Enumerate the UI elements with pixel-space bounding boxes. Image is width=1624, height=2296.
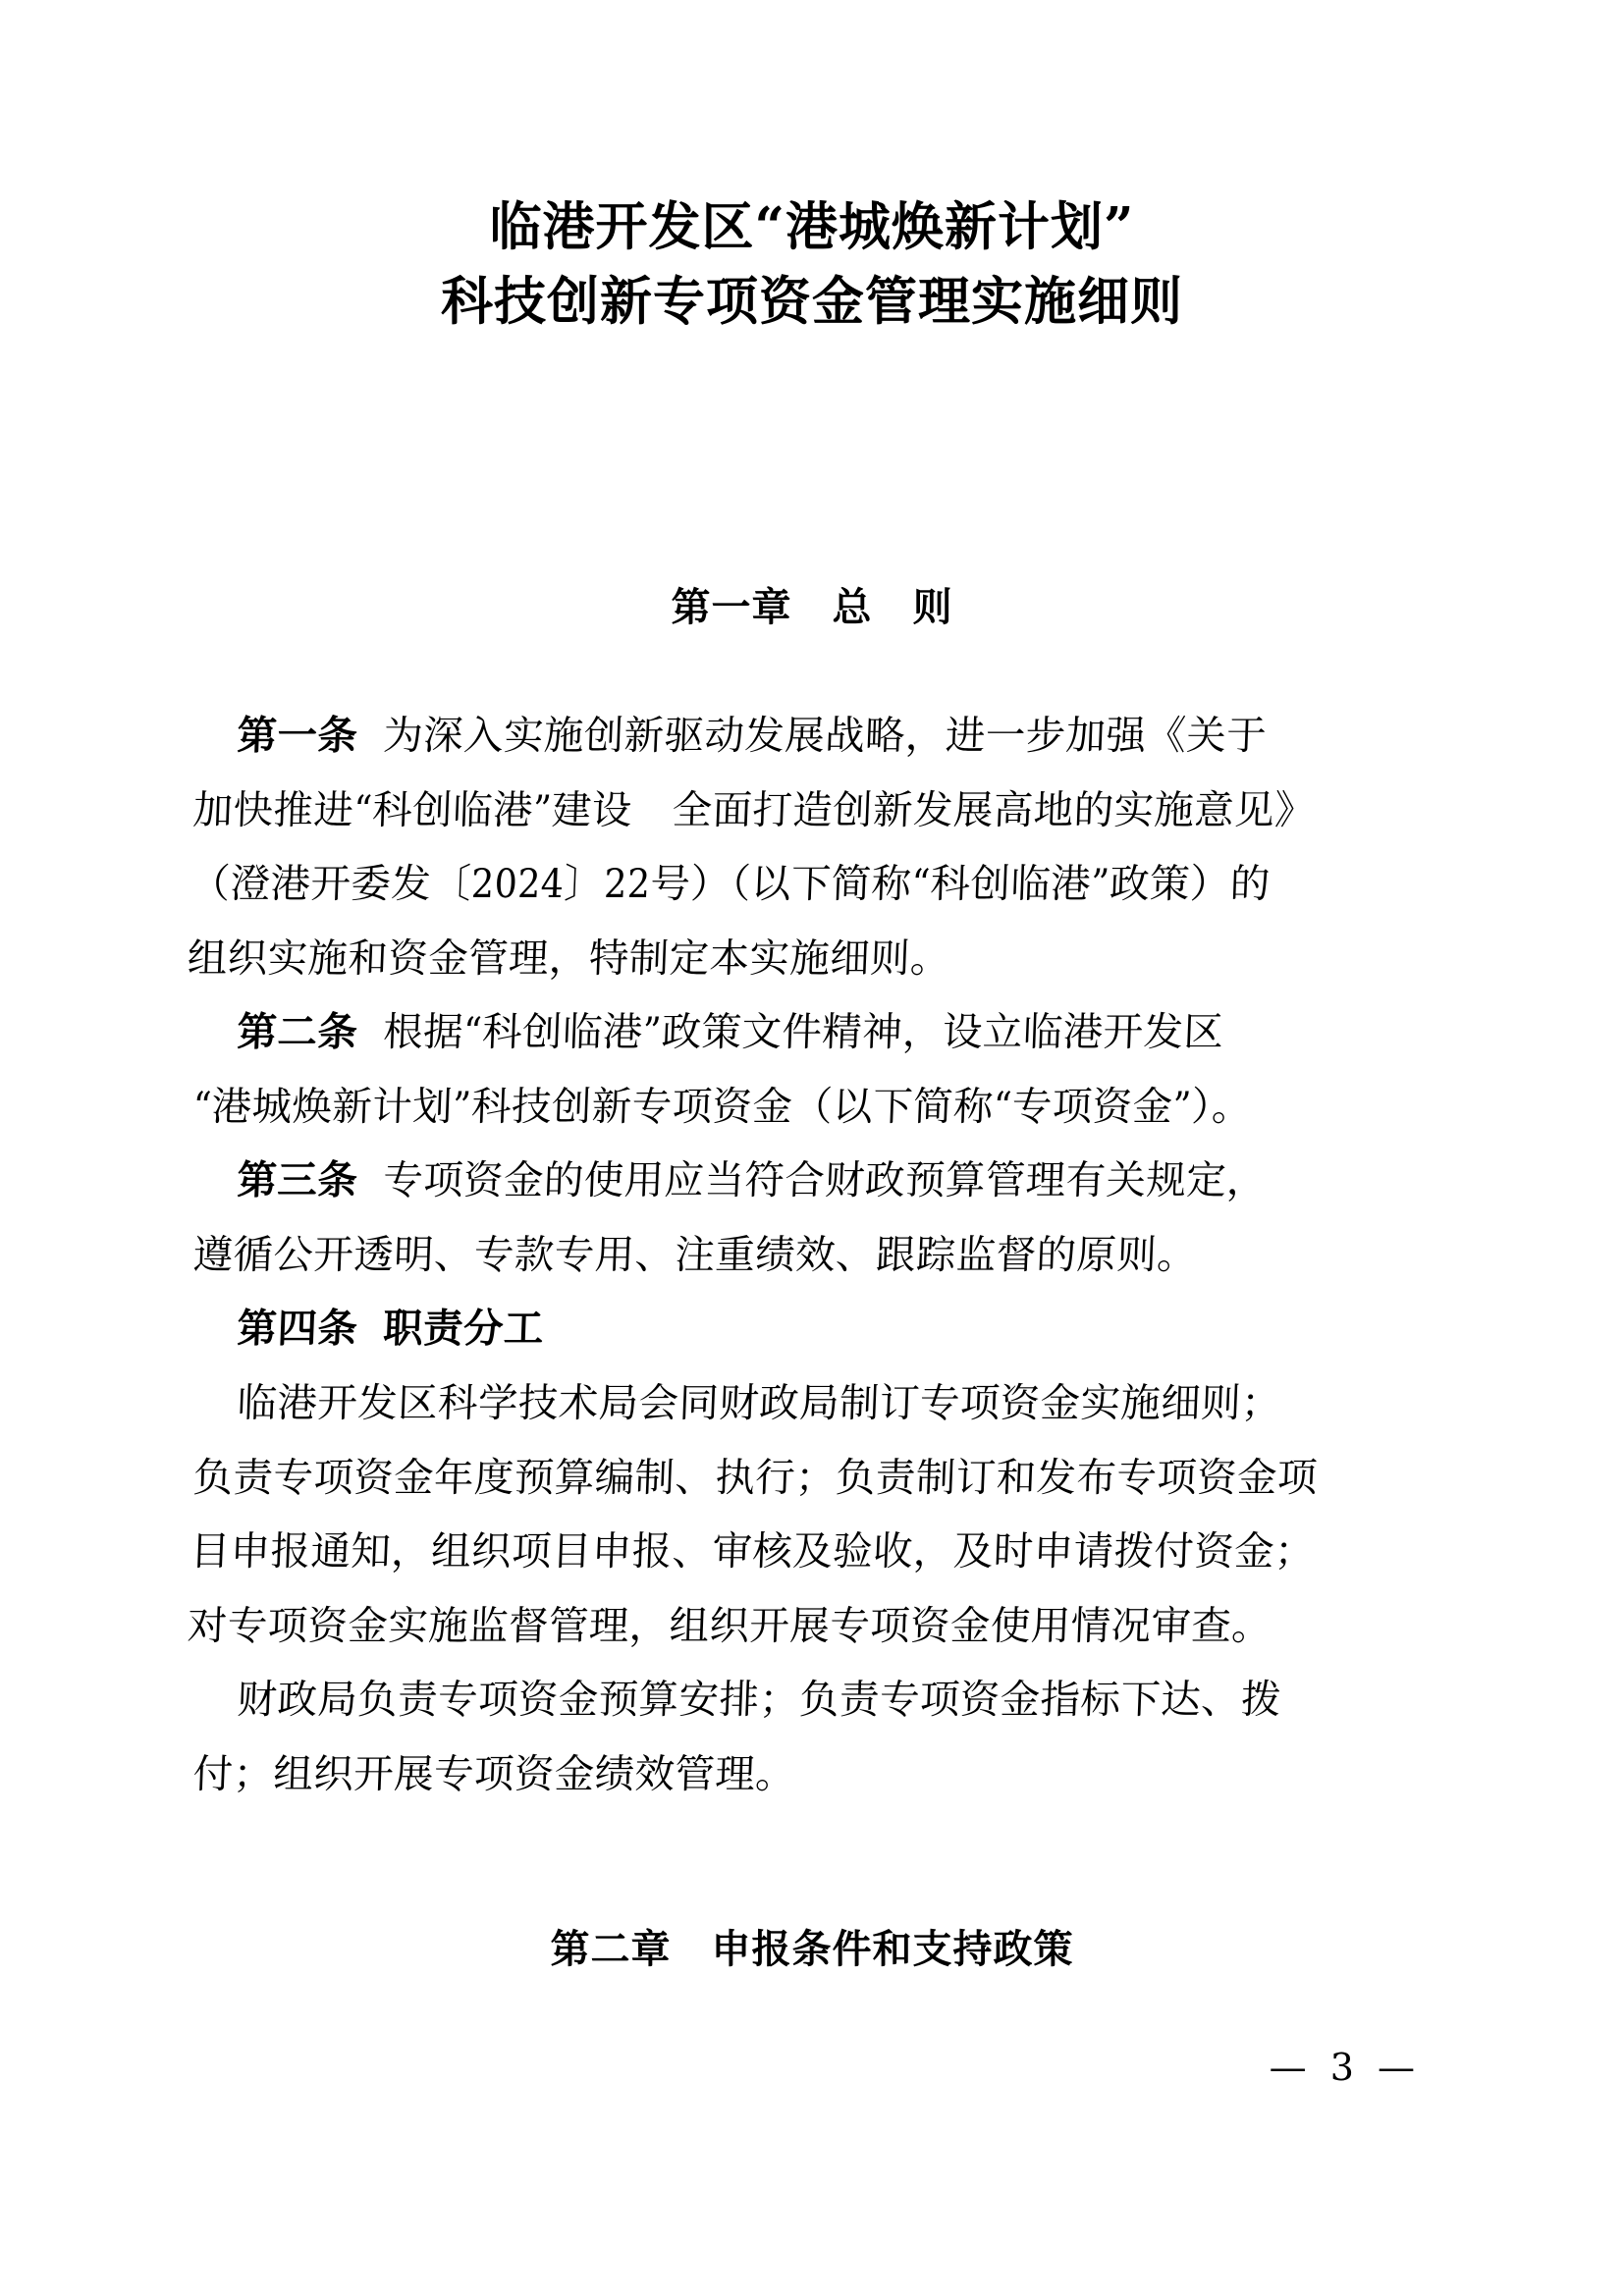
article-4-para-2-text-1: 财政局负责专项资金预算安排；负责专项资金指标下达、拨 (236, 1675, 1282, 1723)
article-4-para-1-line-3: 目申报通知，组织项目申报、审核及验收，及时申请拨付资金； (189, 1526, 1316, 1575)
article-4-heading-text: 职责分工 (382, 1305, 545, 1352)
article-4-label: 第四条 (236, 1305, 359, 1352)
article-1-label: 第一条 (236, 712, 359, 759)
article-4-para-2-line-1 (194, 1663, 1427, 1737)
article-1 (186, 699, 1427, 995)
article-1-line-1 (194, 699, 1427, 774)
article-4 (194, 1292, 1427, 1366)
article-3-label: 第三条 (236, 1156, 359, 1203)
article-4-line-1 (194, 1292, 1427, 1366)
article-3-line-2: 遵循公开透明、专款专用、注重绩效、跟踪监督的原则。 (191, 1230, 1199, 1278)
article-4-para-1-line-1 (194, 1366, 1427, 1441)
article-4-para-2 (191, 1663, 1427, 1811)
article-1-line-3: （澄港开委发〔2024〕22号）（以下简称“科创临港”政策）的 (189, 860, 1272, 907)
document-title-line-2: 科技创新专项资金管理实施细则 (441, 271, 1183, 332)
article-3-text-1: 专项资金的使用应当符合财政预算管理有关规定， (382, 1156, 1269, 1203)
article-1-text-1: 为深入实施创新驱动发展战略，进一步加强《关于 (382, 712, 1269, 759)
article-2-text-1: 根据“科创临港”政策文件精神，设立临港开发区 (382, 1008, 1225, 1055)
article-2-line-2: “港城焕新计划”科技创新专项资金（以下简称“专项资金”）。 (191, 1082, 1253, 1130)
article-4-para-1-line-2: 负责专项资金年度预算编制、执行；负责制订和发布专项资金项 (191, 1453, 1319, 1500)
chapter-heading-1: 第一章 总 则 (671, 586, 953, 629)
document-body (186, 699, 1427, 1811)
article-1-line-4: 组织实施和资金管理，特制定本实施细则。 (186, 934, 951, 982)
article-2-label: 第二条 (236, 1008, 359, 1055)
chapter-heading-2: 第二章 申报条件和支持政策 (550, 1928, 1074, 1971)
article-3 (191, 1144, 1427, 1292)
article-4-para-2-line-2: 付；组织开展专项资金绩效管理。 (191, 1749, 797, 1796)
article-4-para-1-line-4: 对专项资金实施监督管理，组织开展专项资金使用情况审查。 (186, 1601, 1273, 1648)
page-number-footer: — 3 — (1269, 2046, 1421, 2089)
article-2 (191, 995, 1427, 1144)
article-3-line-1 (194, 1144, 1427, 1218)
article-2-line-1 (194, 995, 1427, 1070)
page-title (197, 189, 1427, 339)
article-4-para-1-text-1: 临港开发区科学技术局会同财政局制订专项资金实施细则； (236, 1378, 1282, 1426)
article-4-para-1 (186, 1366, 1427, 1663)
document-title-line-1: 临港开发区“港城焕新计划” (489, 196, 1135, 257)
document-title-block (197, 189, 1427, 339)
article-1-line-2: 加快推进“科创临港”建设 全面打造创新发展高地的实施意见》 (191, 785, 1316, 833)
page-content-column (186, 0, 1427, 2296)
